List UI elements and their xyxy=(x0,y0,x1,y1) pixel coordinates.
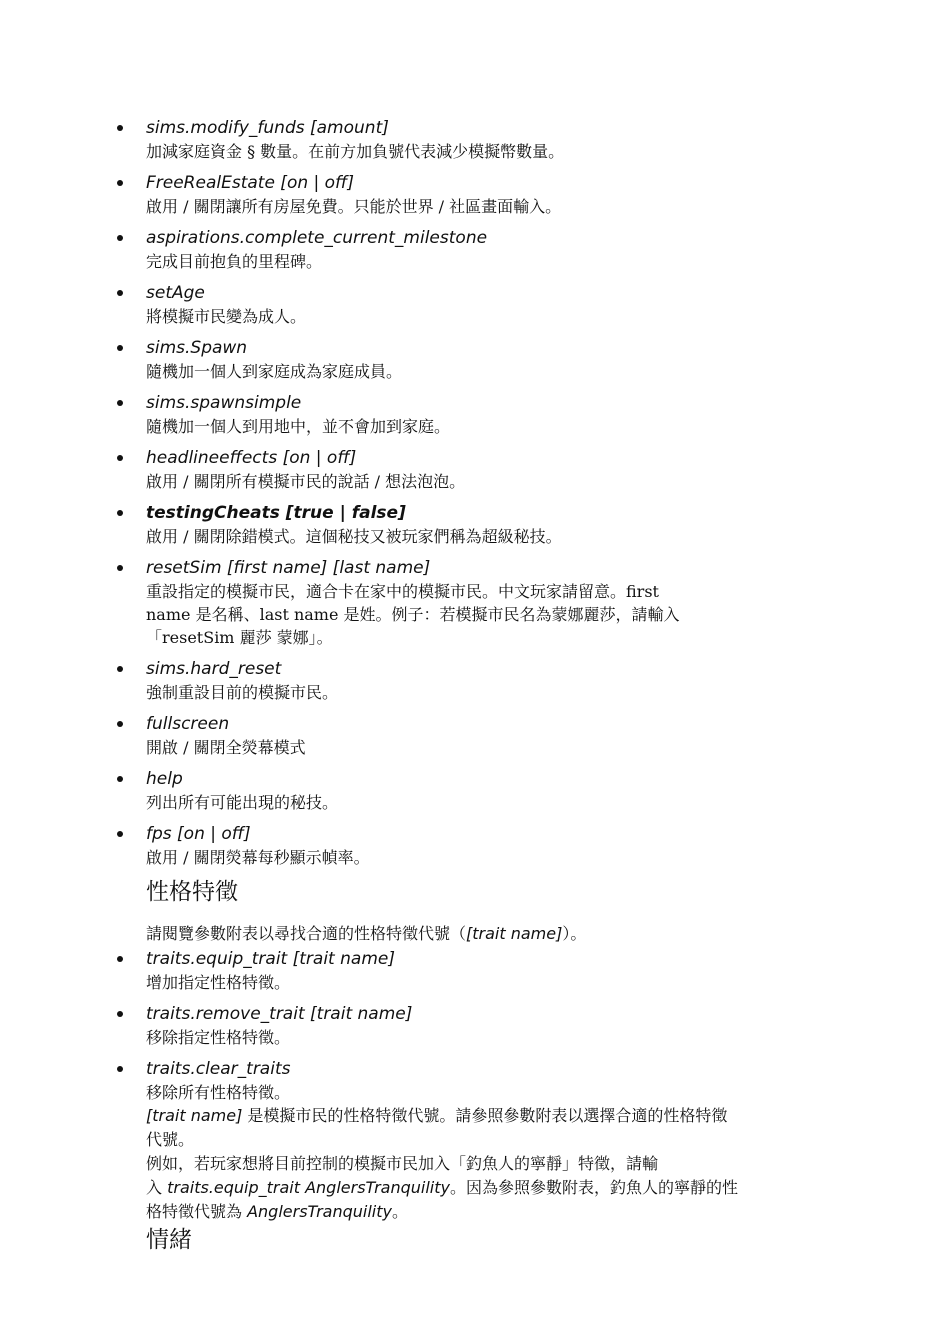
list-item xyxy=(146,117,826,163)
list-item xyxy=(146,337,826,383)
command-description: 移除指定性格特徵。 xyxy=(146,1028,291,1047)
example-code-1: traits.equip_trait AnglersTranquility xyxy=(167,1178,450,1197)
command-description-line: name 是名稱、last name 是姓。例子：若模擬市民名為蒙娜麗莎，請輸入 xyxy=(146,605,680,624)
example-line-3-post: 。 xyxy=(391,1202,408,1221)
command-description: 啟用 / 關閉讓所有房屋免費。只能於世界 / 社區畫面輸入。 xyxy=(146,197,562,216)
command-description: 列出所有可能出現的秘技。 xyxy=(146,793,339,812)
intro-text: 請閱覽參數附表以尋找合適的性格特徵代號（ xyxy=(146,924,467,943)
trait-note-text-2: 代號。 xyxy=(146,1130,195,1149)
bullet-icon xyxy=(117,235,123,241)
intro-code: [trait name] xyxy=(466,924,563,943)
example-line-3-pre: 格特徵代號為 xyxy=(146,1202,248,1221)
list-item xyxy=(146,557,826,649)
command-code: sims.Spawn xyxy=(146,338,248,358)
bullet-icon xyxy=(117,400,123,406)
command-code: traits.remove_trait [trait name] xyxy=(146,1004,413,1024)
bullet-icon xyxy=(117,290,123,296)
document-content xyxy=(146,117,826,1256)
bullet-icon xyxy=(117,180,123,186)
list-item xyxy=(146,392,826,438)
command-code: testingCheats [true | false] xyxy=(146,503,406,523)
command-description: 將模擬市民變為成人。 xyxy=(146,307,307,326)
list-item xyxy=(146,447,826,493)
list-item xyxy=(146,658,826,704)
command-description: 完成目前抱負的里程碑。 xyxy=(146,252,323,271)
list-item xyxy=(146,768,826,814)
bullet-icon xyxy=(117,1011,123,1017)
list-item xyxy=(146,282,826,328)
command-description: 移除所有性格特徵。 xyxy=(146,1083,291,1102)
list-item xyxy=(146,1003,826,1049)
command-description: 加減家庭資金 § 數量。在前方加負號代表減少模擬幣數量。 xyxy=(146,142,565,161)
bullet-icon xyxy=(117,831,123,837)
trait-note-text: 是模擬市民的性格特徵代號。請參照參數附表以選擇合適的性格特徵 xyxy=(242,1106,728,1125)
command-description-line: 重設指定的模擬市民，適合卡在家中的模擬市民。中文玩家請留意。first xyxy=(146,582,659,601)
command-description: 開啟 / 關閉全熒幕模式 xyxy=(146,738,306,757)
command-description-line: 「resetSim 麗莎 蒙娜」。 xyxy=(146,628,333,647)
list-item xyxy=(146,823,826,869)
command-code: fps [on | off] xyxy=(146,824,251,844)
example-code-2: AnglersTranquility xyxy=(247,1202,392,1221)
section-heading-emotions: 情緒 xyxy=(146,1227,192,1253)
bullet-icon xyxy=(117,666,123,672)
list-item xyxy=(146,948,826,994)
bullet-icon xyxy=(117,345,123,351)
trait-note-code: [trait name] xyxy=(146,1106,243,1125)
bullet-icon xyxy=(117,776,123,782)
bullet-icon xyxy=(117,956,123,962)
command-description: 強制重設目前的模擬市民。 xyxy=(146,683,339,702)
bullet-icon xyxy=(117,510,123,516)
command-code: aspirations.complete_current_milestone xyxy=(146,228,488,248)
command-code: traits.clear_traits xyxy=(146,1059,291,1079)
section-heading-traits: 性格特徵 xyxy=(146,879,238,905)
bullet-icon xyxy=(117,1066,123,1072)
command-code: FreeRealEstate [on | off] xyxy=(146,173,354,193)
example-line-1: 例如，若玩家想將目前控制的模擬市民加入「釣魚人的寧靜」特徵，請輸 xyxy=(146,1154,659,1173)
command-description: 啟用 / 關閉所有模擬市民的說話 / 想法泡泡。 xyxy=(146,472,466,491)
intro-text-end: ）。 xyxy=(562,924,587,943)
command-description: 啟用 / 關閉熒幕每秒顯示幀率。 xyxy=(146,848,370,867)
command-code: sims.spawnsimple xyxy=(146,393,302,413)
traits-intro xyxy=(146,922,826,946)
bullet-icon xyxy=(117,125,123,131)
command-code: sims.modify_funds [amount] xyxy=(146,118,389,138)
command-code: fullscreen xyxy=(146,714,230,734)
command-code: sims.hard_reset xyxy=(146,659,282,679)
command-code: setAge xyxy=(146,283,205,303)
example-line-2-pre: 入 xyxy=(146,1178,168,1197)
command-description: 隨機加一個人到家庭成為家庭成員。 xyxy=(146,362,403,381)
list-item xyxy=(146,713,826,759)
list-item xyxy=(146,502,826,548)
command-description: 增加指定性格特徵。 xyxy=(146,973,291,992)
command-description: 隨機加一個人到用地中，並不會加到家庭。 xyxy=(146,417,451,436)
command-code: traits.equip_trait [trait name] xyxy=(146,949,395,969)
command-code: help xyxy=(146,769,183,789)
list-item xyxy=(146,1058,826,1104)
bullet-icon xyxy=(117,455,123,461)
command-description: 啟用 / 關閉除錯模式。這個秘技又被玩家們稱為超級秘技。 xyxy=(146,527,562,546)
list-item xyxy=(146,172,826,218)
command-code: resetSim [first name] [last name] xyxy=(146,558,431,578)
command-code: headlineeffects [on | off] xyxy=(146,448,357,468)
trait-example xyxy=(146,1152,826,1224)
list-item xyxy=(146,227,826,273)
bullet-icon xyxy=(117,565,123,571)
bullet-icon xyxy=(117,721,123,727)
example-line-2-post: 。因為參照參數附表，釣魚人的寧靜的性 xyxy=(449,1178,738,1197)
trait-note xyxy=(146,1104,826,1152)
